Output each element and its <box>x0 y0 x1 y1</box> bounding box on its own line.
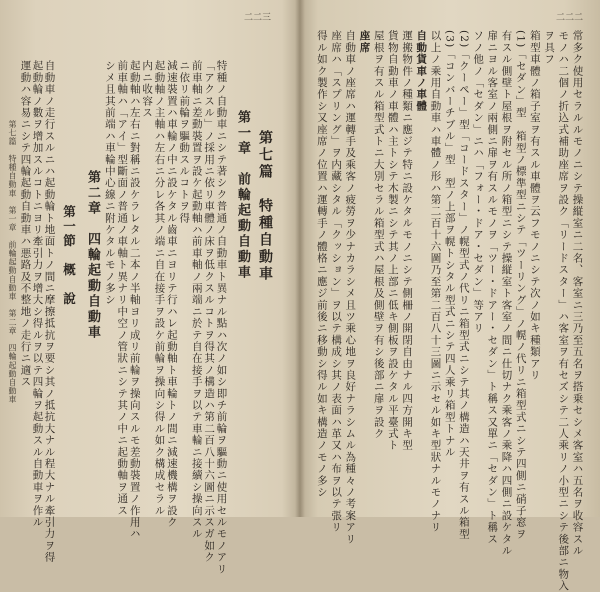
section-one-heading: 第一節 概 說 <box>61 205 77 307</box>
left-page-number: 二二三 <box>244 13 272 23</box>
text-line: (3)「コンバーチブル」型 型ノ上部ヲ幌トシタル型式ニシテ四人乘リ箱型トナル <box>443 30 456 458</box>
text-line: ソノ他ノ「セダン」ニハ「フォー・ドア・セダン」等アリ <box>472 30 485 335</box>
text-line: 自動車ノ座席ハ運轉手及乘客ノ疲勞ヲ少ナカラシメ且ツ乘心地ヲ良好ナラシムル為種々ノ考案アリ <box>344 30 357 545</box>
text-line: 座席ハ「スプリング」ヲ内藏シタル「クッション」ヲ以テ構成シ其ノ表面ハ革又ハ布ヲ以テ張リ <box>330 30 343 534</box>
text-line: 前車軸ハ「アイ」型斷面ノ普通ノ車軸ト異ナリ中空ノ管狀ニシテ其ノ中ニ起動軸ヲ通ス <box>116 60 129 517</box>
text-line: 箱型車體ノ箱子室ヲ有スル車體ヲ云フモノニシテ次ノ如キ種類アリ <box>528 30 541 381</box>
text-line: 自動貨車ノ車體 <box>415 30 428 112</box>
chapter-two-heading: 第二章 四輪起動自動車 <box>85 170 100 341</box>
text-line: 貨物自動車ノ車體ハ主トシテ木製ニシテ其ノ上部ニ低キ側板ヲ設ケタル平臺式ト <box>386 30 399 452</box>
text-line: 常多ク使用セラルルモノニシテ操縦室ニ二名、客室ニ三乃至五名ヲ搭乗セシメ客室ハ五名ヲ收容スル <box>571 30 584 557</box>
running-head: 第七篇 特種自動車 第一章 前輪起動自動車 第二章 四輪起動自動車 <box>8 120 17 404</box>
text-line: ニ依リ前輪ヲ驅動スルコトヲ得 <box>178 60 191 224</box>
page-fold <box>295 0 305 517</box>
text-line: (2)「クーペー」型「コードスター」ノ幌型式ノ代リニ箱型式ニシテ其ノ構造ハ天井ヲ有スル箱型 <box>457 30 470 540</box>
text-line: モノハ二個ノ折込式補助座席ヲ設ク「リードスター」ハ客室ヲ有セズシテ二人乘リノ小型ニシテ後部ニ物入 <box>557 30 570 592</box>
text-line: シメ且其前端ハ車輪中心線ニ附ケタルモノ多シ <box>103 60 116 306</box>
text-line: 運動ハ容易ニシテ四輪起動自動車ハ悪路及不整地ノ走行ニ適ス <box>19 60 32 388</box>
chapter-one-heading: 第一章 前輪起動自動車 <box>235 110 250 281</box>
section-heading: 第七篇 特種自動車 <box>257 130 273 283</box>
text-line: 有スル側壁ト屋根ヲ附セル所ノ箱型ニシテ操縦室ト客室ノ間ニ仕切ナク乘客ノ乘降ハ四側ニ設ケタル <box>500 30 513 557</box>
text-line: 「アクスル」ノ採用ニ依リ車體ノ床ヲ低クスルコトヲ得其ノ構造ハ第二百八十六圖ニ示スガ如ク <box>203 60 216 564</box>
text-line: 以上ノ乘用自動車ハ車體ノ形ハ第二百十六圖乃至第二百八十三圖ニ示セル如キ型狀ナルモノナリ <box>429 30 442 534</box>
text-line: 起動軸ハ左右ニ對稱ニ設ケラレタル二本ノ半軸ヨリ成リ前輪ヲ操向スルモ差動裝置ノ作用ハ <box>128 60 141 540</box>
text-line: 運搬物件ノ種類ニ應ジテ特ニ設ケタルモノニシテ側柵ノ開閉自由ナル四方開キ型 <box>401 30 414 452</box>
text-line: 内ニ收容ス <box>141 60 154 119</box>
text-line: 屋根ヲ有スル箱型式トニ大別セラル箱型式ハ屋根及側壁ヲ有シ後部ニ扉ヲ設ク <box>372 30 385 440</box>
text-line: 扉ニヨル客室ノ兩側ニ扉ヲ有スルモノヲ「ツー・ドアー・セダン」ト稱ス又單ニ「セダン」ト稱ス <box>486 30 499 545</box>
text-line: (1)「セダン」型 箱型ノ標準型ニシテ「ツーリング」ノ幌ノ代リニ箱型式ニシテ四側ニ硝子窓ヲ <box>514 30 527 540</box>
right-page-number: 二二二 <box>556 13 584 23</box>
text-line: 得ル如ク製作シ又座席ノ位置ハ運轉手ノ體格ニ應ジ前後ニ移動シ得ル如キ構造ノモノ多シ <box>315 30 328 498</box>
text-line: ヲ具フ <box>543 30 556 66</box>
text-line: 座席 <box>358 30 371 54</box>
text-line: 特種ノ自動車ニシテ著シク普通ノ自動車ト異ナル點ハ次ノ如シ即チ前輪ヲ驅動ニ使用セルモノアリ <box>215 60 228 575</box>
text-line: 前車軸ニ差動裝置ヲ設ケ起動軸ハ前車軸ノ兩端ニ於テ自在接手ヲ以テ車輪ニ接續シ操向スル <box>190 60 203 540</box>
text-line: 自動車ノ走行スルニハ起動輪ト地面トノ間ニ摩擦抵抗ヲ要シ其ノ抵抗大ナル程大ナル牽引力ヲ得 <box>43 60 56 564</box>
text-line: 起動軸ノ主軸ハ左右ニ分レ各其ノ端ニ自在接手ヲ設ケ前輪ヲ操向シ得ル如ク構成セラル <box>153 60 166 517</box>
text-line: 起動輪ノ數ヲ增加スルコトニヨリ牽引力ヲ增大シ得ルヲ以テ四輪ヲ起動スル自動車ヲ作ル <box>31 60 44 528</box>
text-line: 減速裝置ハ車輪ノ中ニ設ケタル齒車ニヨリテ行ハレ起動軸ト車輪トノ間ニ減速機構ヲ設ク <box>165 60 178 528</box>
